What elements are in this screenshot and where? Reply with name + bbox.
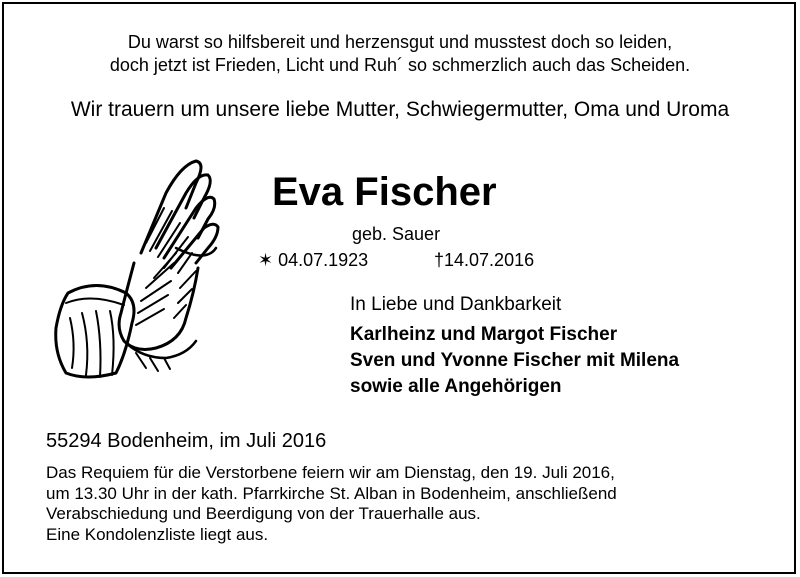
death-cross-icon: † bbox=[434, 250, 445, 270]
place-date: 55294 Bodenheim, im Juli 2016 bbox=[46, 430, 327, 452]
family-line: sowie alle Angehörigen bbox=[350, 376, 562, 397]
requiem-line: Eine Kondolenzliste liegt aus. bbox=[46, 524, 269, 544]
deceased-name: Eva Fischer bbox=[272, 170, 497, 214]
requiem-info bbox=[46, 463, 617, 545]
birth-date-group bbox=[258, 250, 368, 271]
family-line: Sven und Yvonne Fischer mit Milena bbox=[350, 350, 680, 371]
requiem-line: Das Requiem für die Verstorbene feiern wir am Dienstag, den 19. Juli 2016, bbox=[46, 463, 615, 482]
family-line: Karlheinz und Margot Fischer bbox=[350, 324, 618, 345]
poem-line: Du warst so hilfsbereit und herzensgut und musstest doch so leiden, bbox=[127, 32, 673, 52]
requiem-line: Verabschiedung und Beerdigung von der Trauerhalle aus. bbox=[46, 504, 481, 523]
poem-line: doch jetzt ist Frieden, Licht und Ruh´ so schmerzlich auch das Scheiden. bbox=[109, 55, 691, 75]
maiden-name: geb. Sauer bbox=[352, 224, 441, 244]
family-list bbox=[350, 322, 679, 400]
death-date-group bbox=[434, 250, 534, 271]
requiem-line: um 13.30 Uhr in der kath. Pfarrkirche St. Alban in Bodenheim, anschließend bbox=[46, 483, 617, 503]
praying-hands-icon bbox=[46, 153, 226, 388]
mourning-text: Wir trauern um unsere liebe Mutter, Schwiegermutter, Oma und Uroma bbox=[70, 98, 730, 121]
birth-star-icon: ✶ bbox=[258, 250, 274, 270]
dedication: In Liebe und Dankbarkeit bbox=[350, 294, 562, 315]
poem bbox=[0, 31, 800, 77]
birth-date: 04.07.1923 bbox=[278, 250, 369, 270]
death-date: 14.07.2016 bbox=[444, 250, 535, 270]
